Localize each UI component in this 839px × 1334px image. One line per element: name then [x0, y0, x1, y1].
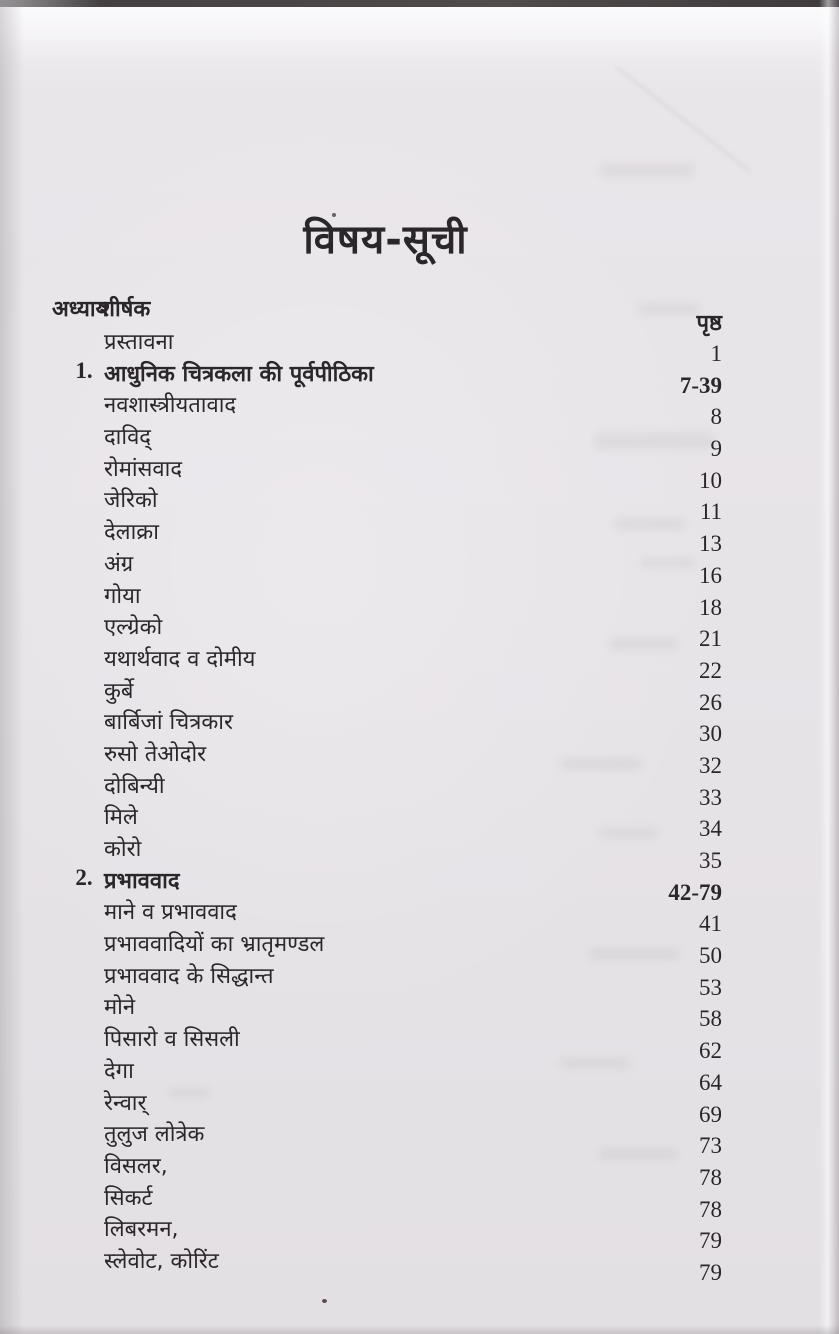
- toc-row: [0, 1023, 839, 1064]
- toc-entry-page: 32: [699, 752, 722, 778]
- toc-entry-title: एल्ग्रेको: [104, 615, 163, 641]
- toc-row: [0, 580, 839, 620]
- scan-top-glow: [0, 7, 839, 62]
- toc-entry-title: स्लेवोट, कोरिंट: [104, 1248, 219, 1274]
- toc-row: [0, 421, 839, 462]
- toc-entry-title: प्रभाववाद: [104, 868, 180, 894]
- toc-entry-page: 78: [699, 1164, 722, 1190]
- toc-entry-title: तुलुज लोत्रेक: [104, 1122, 205, 1148]
- toc-entry-page: 50: [699, 943, 722, 969]
- column-header-title: शीर्षक: [100, 297, 151, 322]
- toc-row: [0, 675, 839, 715]
- toc-entry-page: 73: [699, 1133, 722, 1159]
- paper-crease: [615, 66, 750, 172]
- toc-entry-page: 53: [699, 974, 722, 1000]
- toc-entry-page: 33: [699, 784, 722, 810]
- toc-row: [0, 833, 839, 873]
- toc-row: [0, 706, 839, 747]
- toc-entry-page: 10: [699, 467, 722, 493]
- toc-entry-title: जेरिको: [104, 488, 158, 514]
- toc-entry-title: कोरो: [104, 837, 142, 862]
- toc-entry-page: 64: [699, 1069, 722, 1095]
- toc-row: [0, 1182, 839, 1222]
- toc-entry-page: 18: [699, 594, 722, 620]
- toc-entry-page: 79: [699, 1228, 722, 1254]
- toc-entry-title: यथार्थवाद व दोमीय: [104, 646, 256, 672]
- toc-entry-page: 78: [699, 1196, 722, 1222]
- toc-entry-title: मोने: [104, 995, 136, 1021]
- toc-row: [0, 643, 839, 683]
- toc-entry-title: कुर्बे: [104, 678, 134, 704]
- toc-row: [0, 484, 839, 525]
- toc-row: [0, 991, 839, 1032]
- toc-entry-title: नवशास्त्रीयतावाद: [104, 393, 237, 419]
- toc-row: [0, 1213, 839, 1254]
- toc-chapter-number: 2.: [75, 864, 93, 890]
- toc-entry-title: देगा: [104, 1058, 134, 1084]
- toc-entry-title: देलाक्रा: [104, 520, 159, 546]
- toc-entry-title: प्रस्तावना: [104, 330, 174, 355]
- column-header-page: पृष्ठ: [696, 311, 722, 336]
- toc-row: [0, 864, 839, 905]
- toc-entry-title: पिसारो व सिसली: [104, 1027, 240, 1053]
- toc-row: [0, 1055, 839, 1095]
- toc-entry-page: 1: [710, 341, 722, 366]
- toc-entry-title: रेन्वार्: [104, 1090, 147, 1116]
- toc-entry-title: दोबिन्यी: [104, 773, 165, 799]
- toc-entry-page: 13: [699, 531, 722, 557]
- toc-row: [0, 960, 839, 1000]
- toc-entry-page: 34: [699, 816, 722, 842]
- toc-entry-page: 8: [710, 404, 722, 430]
- toc-row: [0, 326, 839, 366]
- toc-entry-title: रोमांसवाद: [104, 456, 183, 482]
- toc-entry-title: सिकर्ट: [104, 1185, 153, 1211]
- toc-entry-title: आधुनिक चित्रकला की पूर्वपीठिका: [104, 361, 374, 387]
- toc-row: [0, 801, 839, 842]
- toc-row: [0, 548, 839, 588]
- scan-edge-top: [0, 0, 839, 7]
- toc-entry-page: 7-39: [679, 372, 722, 398]
- toc-entry-page: 35: [699, 848, 722, 873]
- page-title: विषय-सूची: [303, 217, 468, 263]
- toc-chapter-number: 1.: [75, 357, 93, 383]
- toc-row: [0, 1087, 839, 1127]
- toc-row: [0, 896, 839, 937]
- toc-entry-page: 30: [699, 721, 722, 747]
- toc-entry-title: माने व प्रभाववाद: [104, 900, 237, 926]
- scan-edge-bottom: [0, 1325, 839, 1334]
- toc-entry-page: 16: [699, 562, 722, 588]
- toc-row: [0, 1150, 839, 1190]
- toc-row: [0, 389, 839, 430]
- toc-row: [0, 516, 839, 557]
- toc-entry-page: 22: [699, 657, 722, 683]
- toc-entry-page: 42-79: [668, 879, 722, 905]
- toc-row: [0, 928, 839, 969]
- toc-entry-page: 11: [699, 499, 722, 525]
- toc-entry-page: 9: [710, 436, 722, 462]
- toc-entry-page: 62: [699, 1038, 722, 1064]
- toc-row: [0, 1245, 839, 1285]
- toc-row: [0, 611, 839, 652]
- column-header-chapter: अध्याय: [52, 297, 109, 322]
- toc-row: [0, 453, 839, 493]
- toc-entry-page: 41: [699, 911, 722, 937]
- toc-entry-page: 69: [699, 1101, 722, 1127]
- toc-entry-page: 26: [699, 689, 722, 715]
- toc-row: [0, 1118, 839, 1159]
- toc-entry-title: लिबरमन,: [104, 1217, 179, 1243]
- toc-entry-title: प्रभाववादियों का भ्रातृमण्डल: [104, 932, 325, 958]
- toc-entry-page: 79: [699, 1259, 722, 1285]
- paper-speck: [322, 1299, 327, 1303]
- ink-bleed-smudge: [600, 163, 695, 177]
- toc-entry-title: प्रभाववाद के सिद्धान्त: [104, 963, 274, 989]
- toc-entry-page: 58: [699, 1006, 722, 1032]
- toc-row: [0, 738, 839, 778]
- ink-bleed-smudge: [638, 303, 700, 315]
- toc-entry-title: दाविद्: [104, 425, 151, 451]
- toc-row: [0, 357, 839, 398]
- toc-entry-title: गोया: [104, 583, 141, 609]
- toc-row: [0, 770, 839, 810]
- toc-entry-title: मिले: [104, 805, 138, 831]
- toc-entry-title: अंग्र: [104, 551, 134, 577]
- toc-list: [0, 326, 839, 1285]
- toc-entry-title: बार्बिजां चित्रकार: [104, 710, 233, 736]
- toc-entry-title: विसलर,: [104, 1153, 168, 1179]
- toc-entry-title: रुसो तेओदोर: [104, 741, 207, 767]
- toc-entry-page: 21: [699, 626, 722, 652]
